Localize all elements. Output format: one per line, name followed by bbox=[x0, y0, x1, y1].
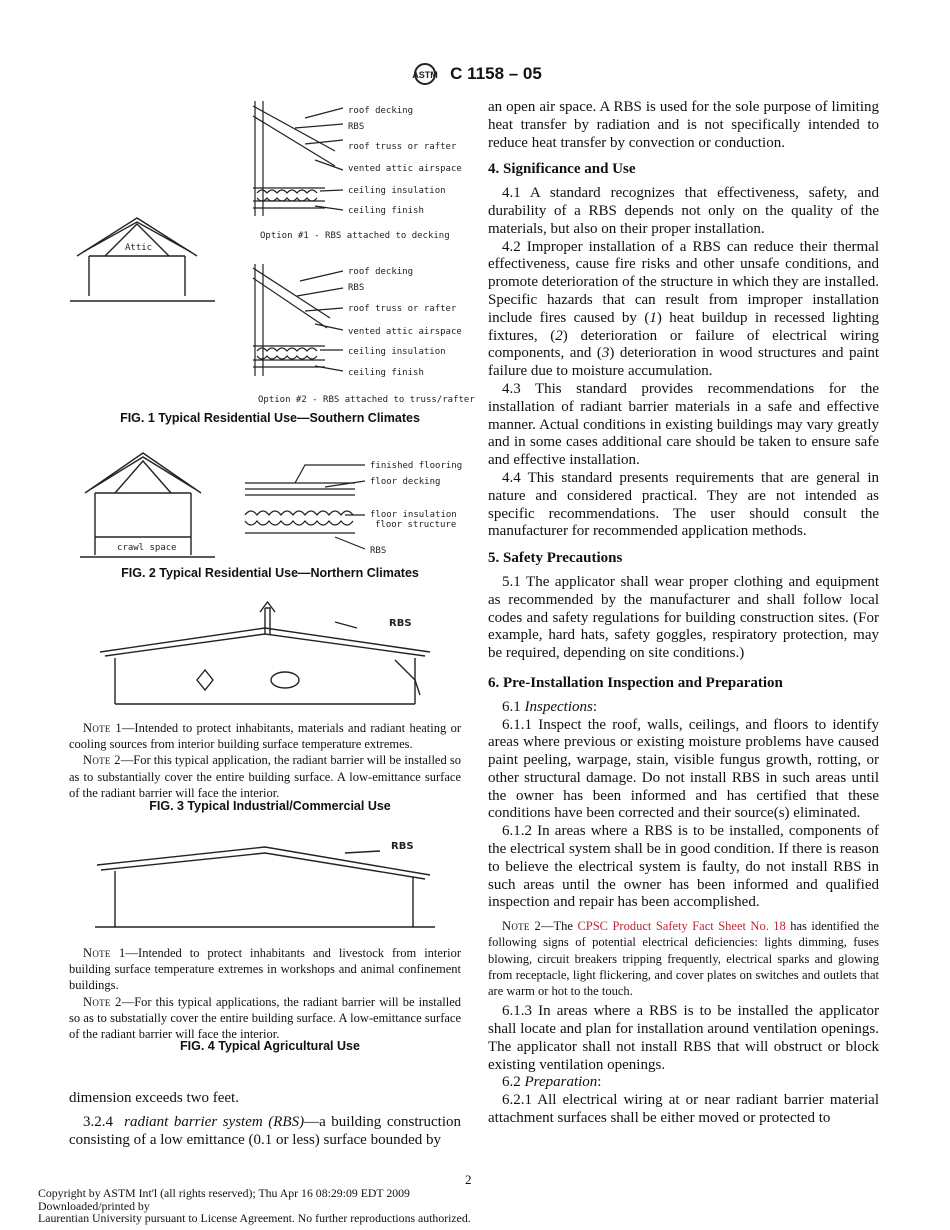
footer-line-3: Laurentian University pursuant to License Agreement. No further reproductions authorized. bbox=[38, 1211, 471, 1226]
section-5-heading: 5. Safety Precautions bbox=[488, 550, 623, 567]
attic-house-drawing bbox=[70, 218, 215, 301]
opt1-label-3: roof truss or rafter bbox=[348, 142, 457, 152]
section-6-heading: 6. Pre-Installation Inspection and Preparation bbox=[488, 674, 783, 691]
option2-detail bbox=[253, 264, 343, 376]
opt1-label-5: ceiling insulation bbox=[348, 186, 446, 196]
opt2-label-1: roof decking bbox=[348, 267, 414, 277]
standard-code: C 1158 – 05 bbox=[450, 64, 542, 83]
footer-line-2: Downloaded/printed by bbox=[38, 1198, 150, 1213]
page-number: 2 bbox=[465, 1172, 472, 1187]
opt1-label-6: ceiling finish bbox=[348, 206, 424, 216]
fig2-label-4: floor structure bbox=[375, 520, 457, 530]
paragraph-6-1-1: 6.1.1 Inspect the roof, walls, ceilings, and floors to identify areas where previous or existing moisture problems have caused paint peeling, warpage, stain, visible fungus growth, rotting, or other structural damage. Do not install RBS in such areas until the owner has been informed and has certified that these conditions have been corrected and their source(s) eliminated. bbox=[488, 716, 879, 822]
page-header bbox=[0, 62, 950, 86]
fig3-note2-label: Note 2 bbox=[83, 753, 121, 768]
page-footer bbox=[38, 1187, 471, 1225]
fig2-label-5: RBS bbox=[370, 546, 387, 556]
fig3-note2-text: —For this typical application, the radiant barrier will be installed so as to substantially cover the entire building surface. A low-emittance surface of the radiant barrier will face the interior. bbox=[69, 753, 462, 800]
opt2-label-5: ceiling insulation bbox=[348, 347, 446, 357]
opt1-caption: Option #1 - RBS attached to decking bbox=[260, 231, 450, 241]
paragraph-6-1: 6.1 Inspections: bbox=[502, 698, 597, 715]
figure-4-notes bbox=[69, 945, 461, 1042]
paragraph-4-2: 4.2 Improper installation of a RBS can reduce their thermal effectiveness, cause fire risks and other unsafe conditions, and promote deterioration of the structure in which they are installed. Specific hazards that can result from improper installation include fires caused by (1) heat buildup in recessed lighting fixtures, (2) deterioration or failure of electrical wiring components, and (3) deterioration in wood structures and paint failure due to moisture accumulation. bbox=[488, 238, 879, 380]
opt2-label-4: vented attic airspace bbox=[348, 327, 462, 337]
opt1-label-2: RBS bbox=[348, 122, 365, 132]
figure-2-sketch bbox=[65, 445, 475, 565]
floor-detail bbox=[245, 465, 365, 549]
paragraph-6-2: 6.2 Preparation: bbox=[502, 1074, 602, 1091]
fig4-note1-text: —Intended to protect inhabitants and livestock from interior building surface temperature extremes in workshops and animal confinement buildings. bbox=[69, 946, 461, 993]
right-column-text bbox=[488, 99, 879, 1128]
paragraph-6-1-3: 6.1.3 In areas where a RBS is to be installed the applicator shall locate and plan for installation around ventilation openings. The applicator shall not install RBS that will obstruct or block existing ventilation openings. bbox=[488, 1003, 879, 1073]
crawl-space-label: crawl space bbox=[117, 543, 177, 553]
industrial-building-drawing bbox=[100, 602, 430, 704]
fig3-rbs-label: RBS bbox=[389, 618, 412, 629]
section-4-heading: 4. Significance and Use bbox=[488, 161, 636, 178]
paragraph-4-1: 4.1 A standard recognizes that effectiveness, safety, and durability of a RBS depends not only on the quality of the materials, but also on their proper installation. bbox=[488, 185, 879, 237]
footer-line-1: Copyright by ASTM Int'l (all rights reserved); Thu Apr 16 08:29:09 EDT 2009 bbox=[38, 1186, 410, 1200]
figure-4-sketch bbox=[95, 835, 435, 930]
opt1-label-4: vented attic airspace bbox=[348, 164, 462, 174]
fig4-note1-label: Note 1 bbox=[83, 946, 126, 960]
opt1-label-1: roof decking bbox=[348, 106, 414, 116]
svg-text:ASTM: ASTM bbox=[412, 70, 438, 80]
opt2-caption: Option #2 - RBS attached to truss/rafter bbox=[258, 395, 475, 405]
paragraph-6-2-1: 6.2.1 All electrical wiring at or near radiant barrier material attachment surfaces shall be either moved or protected to bbox=[488, 1092, 879, 1127]
continuation-text: dimension exceeds two feet. bbox=[69, 1090, 239, 1106]
intro-paragraph: an open air space. A RBS is used for the sole purpose of limiting heat transfer by radiation and is not specifically intended to reduce heat transfer by convection or conduction. bbox=[488, 99, 879, 151]
paragraph-4-4: 4.4 This standard presents requirements that are general in nature and considered practical. They are not intended as specific recommendations. The user should consult the manufacturer for recommended application methods. bbox=[488, 469, 879, 540]
note-2-electrical: Note 2—The CPSC Product Safety Fact Sheet No. 18 has identified the following signs of potential electrical deficiencies: lights dimming, fuses blowing, circuit breakers tripping frequently, electrical sparks and glowing from receptacle, light flickering, and cover plates on switches and outlets that are warm or hot to the touch. bbox=[488, 919, 880, 999]
fig4-note2-text: —For this typical applications, the radiant barrier will be installed so as to substatially cover the entire building surface. A low-emittance surface of the radiant barrier will face the interior. bbox=[69, 994, 462, 1042]
fig4-rbs-label: RBS bbox=[391, 841, 414, 852]
figure-1-sketch bbox=[65, 96, 475, 406]
fig4-note2-label: Note 2 bbox=[83, 994, 122, 1009]
figure-3-caption: FIG. 3 Typical Industrial/Commercial Use bbox=[149, 799, 391, 813]
paragraph-4-3: 4.3 This standard provides recommendations for the installation of radiant barrier materials in a safe and effective manner. Actual conditions in existing buildings may vary greatly and in some cases additional care should be taken to ensure safe and effective installation. bbox=[488, 380, 879, 469]
figure-1-caption: FIG. 1 Typical Residential Use—Southern Climates bbox=[120, 411, 420, 425]
fig2-label-1: finished flooring bbox=[370, 461, 463, 471]
opt2-label-3: roof truss or rafter bbox=[348, 304, 457, 314]
definition-term: radiant barrier system (RBS) bbox=[124, 1113, 305, 1130]
crawlspace-house-drawing bbox=[80, 453, 215, 557]
fig2-label-2: floor decking bbox=[370, 477, 441, 487]
attic-label: Attic bbox=[125, 243, 153, 253]
figure-2-caption: FIG. 2 Typical Residential Use—Northern Climates bbox=[121, 566, 419, 580]
fig3-note1-label: Note 1 bbox=[83, 721, 122, 735]
paragraph-5-1: 5.1 The applicator shall wear proper clothing and equipment as recommended by the manufacturer and shall follow local codes and safety regulations for building construction sites. (For example, hard hats, safety goggles, respiratory protection, may be required, depending on site conditions.) bbox=[488, 573, 879, 662]
cpsc-fact-sheet-link[interactable]: CPSC Product Safety Fact Sheet No. 18 bbox=[577, 919, 786, 934]
left-column-text bbox=[69, 1090, 461, 1149]
figure-3-notes bbox=[69, 720, 461, 801]
fig2-label-3: floor insulation bbox=[370, 510, 457, 520]
paragraph-6-1-2: 6.1.2 In areas where a RBS is to be installed, components of the electrical system shall be in good condition. If there is reason to believe the electrical system is faulty, do not install RBS in such areas until the owner has been informed and qualified inspection and repair has been accomplished. bbox=[488, 823, 879, 911]
definition-3-2-4: 3.2.4 radiant barrier system (RBS)—a building construction consisting of a low emittance (0.1 or less) surface bounded by bbox=[69, 1113, 462, 1148]
agricultural-building-drawing bbox=[95, 847, 435, 927]
figure-4-caption: FIG. 4 Typical Agricultural Use bbox=[180, 1039, 360, 1053]
option1-detail bbox=[253, 101, 343, 216]
opt2-label-2: RBS bbox=[348, 283, 365, 293]
astm-logo-icon bbox=[408, 62, 442, 86]
fig3-note1-text: —Intended to protect inhabitants, materials and radiant heating or cooling sources from interior building surface temperature extremes. bbox=[69, 721, 461, 752]
opt2-label-6: ceiling finish bbox=[348, 368, 424, 378]
figure-3-sketch bbox=[95, 600, 435, 710]
